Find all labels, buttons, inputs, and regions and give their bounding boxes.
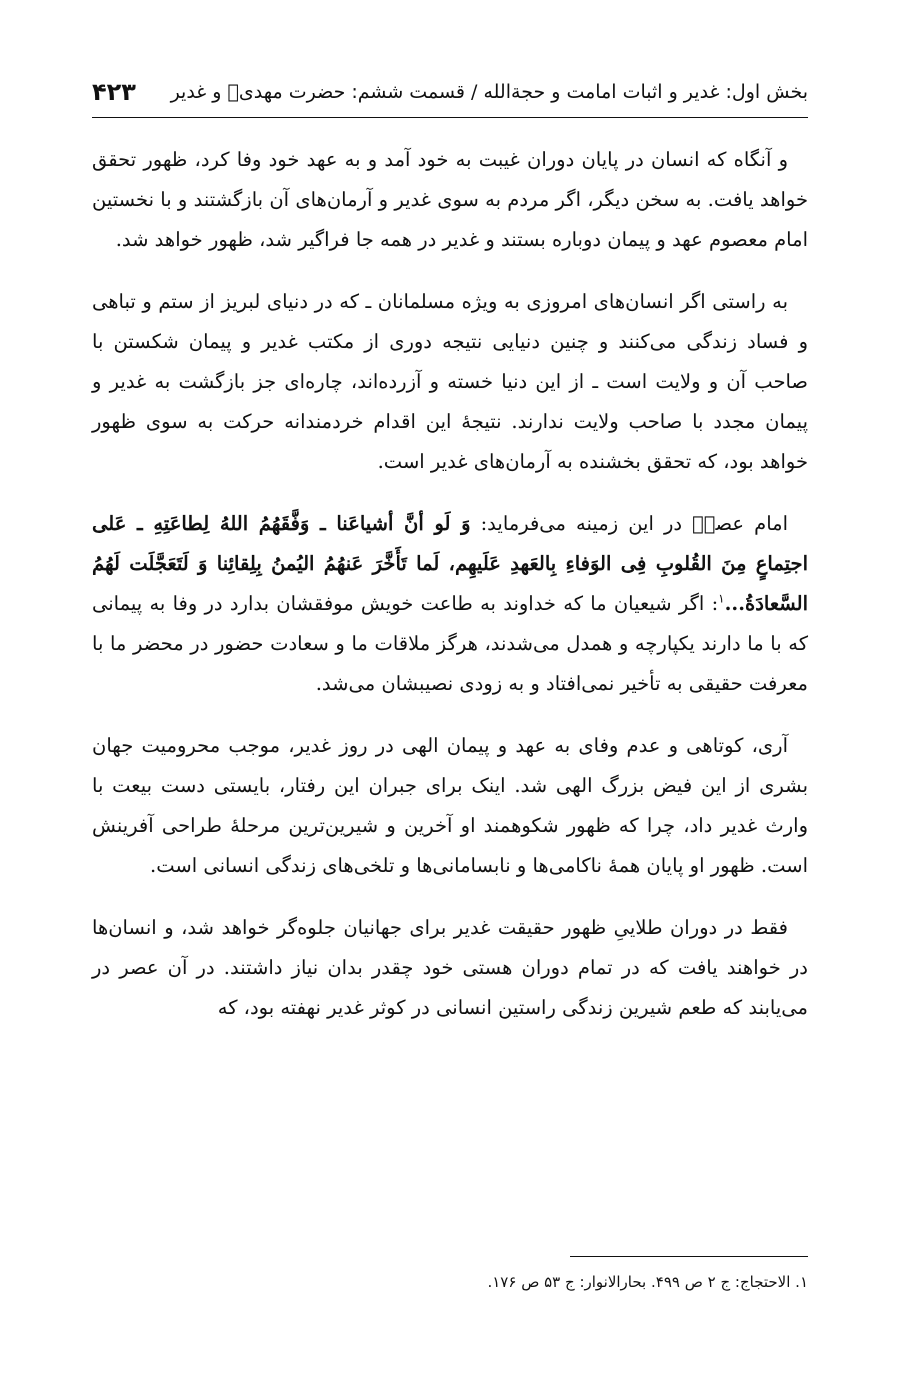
running-title: بخش اول: غدیر و اثبات امامت و حجةالله / قسمت ششم: حضرت مهدیؑ و غدیر bbox=[170, 81, 808, 103]
quote-intro: امام عصرؑ در این زمینه می‌فرماید: bbox=[480, 512, 788, 535]
paragraph-3 bbox=[92, 504, 808, 704]
quote-translation: : اگر شیعیان ما که خداوند به طاعت خویش موفقشان بدارد در وفا به پیمانی که با ما دارند یکپارچه و همدل می‌شدند، هرگز ملاقات ما و سعادت حضور در محضر ما با معرفت حقیقی به تأخیر نمی‌افتاد و به زودی نصیبشان می‌شد. bbox=[92, 592, 808, 695]
header-divider bbox=[92, 117, 808, 118]
page-number: ۴۲۳ bbox=[92, 78, 136, 106]
page-header bbox=[92, 70, 808, 114]
paragraph-2: به راستی اگر انسان‌های امروزی به ویژه مسلمانان ـ که در دنیای لبریز از ستم و تباهی و فساد زندگی می‌کنند و چنین دنیایی نتیجه دوری از مکتب غدیر و پیمان شکستن با صاحب آن و ولایت است ـ از این دنیا خسته و آزرده‌اند، چاره‌ای جز بازگشت به غدیر و پیمان مجدد با صاحب ولایت ندارند. نتیجۀ این اقدام خردمندانه حرکت به سوی ظهور خواهد بود، که تحقق بخشنده به آرمان‌های غدیر است. bbox=[92, 290, 808, 473]
paragraph-1: و آنگاه که انسان در پایان دوران غیبت به خود آمد و به عهد خود وفا کرد، ظهور تحقق خواهد یافت. به سخن دیگر، اگر مردم به سوی غدیر و آرمان‌های آن بازگشتند و با نخستین امام معصوم عهد و پیمان دوباره بستند و غدیر در همه جا فراگیر شد، ظهور خواهد شد. bbox=[92, 148, 808, 251]
paragraph-4: آری، کوتاهی و عدم وفای به عهد و پیمان الهی در روز غدیر، موجب محرومیت جهان بشری از این فیض بزرگ الهی شد. اینک برای جبران این رفتار، بایستی دست بیعت با وارث غدیر داد، چرا که ظهور شکوهمند او آخرین و شیرین‌ترین مرحلۀ طراحی آفرینش است. ظهور او پایان همۀ ناکامی‌ها و نابسامانی‌ها و تلخی‌های زندگی انسانی است. bbox=[92, 734, 808, 877]
arabic-quote: وَ لَو أنَّ أشیاعَنا ـ وَفَّقَهُمُ اللهُ لِطاعَتِهِ ـ عَلی اجتِماعٍ مِنَ القُلوبِ فِی الوَفاءِ بِالعَهدِ عَلَیهِم، لَما تَأَخَّرَ عَنهُمُ الیُمنُ بِلِقائِنا وَ لَتَعَجَّلَت لَهُمُ السَّعادَةُ... bbox=[92, 512, 808, 615]
paragraph-5: فقط در دوران طلاییِ ظهور حقیقت غدیر برای جهانیان جلوه‌گر خواهد شد، و انسان‌ها در خواهند یافت که در تمام دوران هستی خود چقدر بدان نیاز داشتند. در آن عصر در می‌یابند که طعم شیرین زندگی راستین انسانی در کوثر غدیر نهفته بود، که bbox=[92, 916, 808, 1019]
footnote: ۱. الاحتجاج: ج ۲ ص ۴۹۹. بحارالانوار: ج ۵۳ ص ۱۷۶. bbox=[487, 1273, 808, 1291]
footnote-reference[interactable]: ۱ bbox=[718, 591, 725, 606]
footnote-divider bbox=[570, 1256, 808, 1257]
main-text bbox=[92, 140, 808, 1050]
